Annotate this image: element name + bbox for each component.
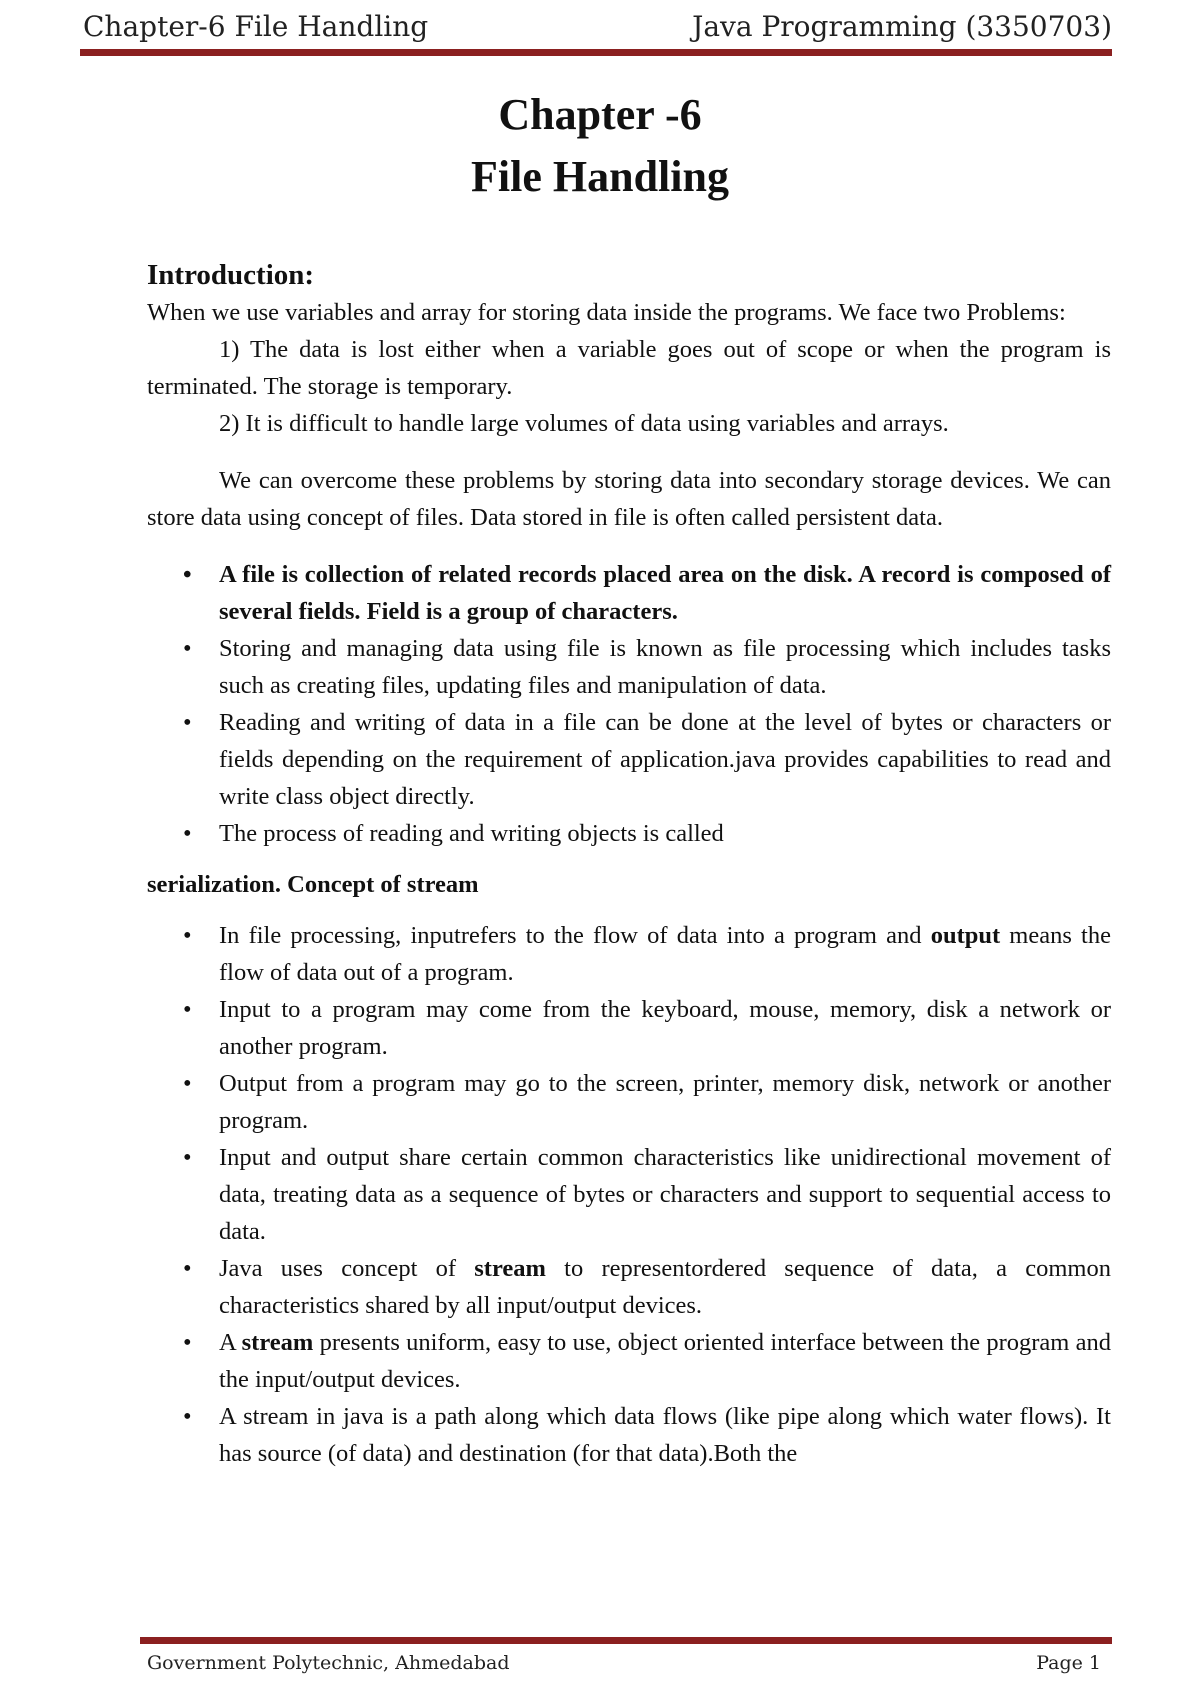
list-item bbox=[183, 556, 1111, 630]
footer-institution: Government Polytechnic, Ahmedabad bbox=[147, 1652, 510, 1674]
list-item: • In file processing, inputrefers to the flow of data into a program and output means the flow of data out of a program. bbox=[219, 917, 1111, 991]
bullet-icon: • bbox=[183, 1329, 192, 1356]
page-footer bbox=[147, 1652, 1101, 1674]
list-item-text: Output from a program may go to the screen, printer, memory disk, network or another program. bbox=[219, 1070, 1111, 1134]
list-item-text: A file is collection of related records placed area on the disk. A record is composed of several fields. Field is a group of characters. bbox=[219, 561, 1111, 625]
list-item bbox=[183, 630, 1111, 704]
list-item-text: The process of reading and writing objects is called bbox=[219, 820, 724, 847]
list-item: • Java uses concept of stream to representordered sequence of data, a common characteristics shared by all input/output devices. bbox=[219, 1250, 1111, 1324]
bullet-icon: • bbox=[183, 1255, 192, 1282]
list-item-text: Input and output share certain common characteristics like unidirectional movement of data, treating data as a sequence of bytes or characters and support to sequential access to data. bbox=[219, 1144, 1111, 1245]
list-item-text: Storing and managing data using file is known as file processing which includes tasks such as creating files, updating files and manipulation of data. bbox=[219, 635, 1111, 699]
header-chapter-label: Chapter-6 File Handling bbox=[83, 10, 429, 43]
bullet-icon: • bbox=[183, 635, 192, 662]
bullet-icon: • bbox=[183, 561, 192, 588]
bullet-icon: • bbox=[183, 1403, 192, 1430]
title-chapter: Chapter -6 bbox=[498, 90, 702, 139]
bold-term-output: output bbox=[930, 922, 1001, 949]
header-course-label: Java Programming (3350703) bbox=[692, 10, 1112, 43]
bullet-icon: • bbox=[183, 996, 192, 1023]
list-item bbox=[183, 1065, 1111, 1139]
stream-bullet-list bbox=[147, 917, 1111, 1472]
problem-2: 2) It is difficult to handle large volumes of data using variables and arrays. bbox=[219, 410, 949, 437]
list-item-text: A stream in java is a path along which data flows (like pipe along which water flows). It has source (of data) and destination (for that data).Both the bbox=[219, 1403, 1111, 1467]
list-item-text: Input to a program may come from the keyboard, mouse, memory, disk a network or another program. bbox=[219, 996, 1111, 1060]
bold-term-stream: stream bbox=[474, 1255, 546, 1282]
section-heading-stream: serialization. Concept of stream bbox=[147, 871, 479, 898]
problem-1: 1) The data is lost either when a variable goes out of scope or when the program is terminated. The storage is temporary. bbox=[147, 336, 1111, 400]
list-item-text: Reading and writing of data in a file can be done at the level of bytes or characters or fields depending on the requirement of application.java provides capabilities to read and write class object directly. bbox=[219, 709, 1111, 810]
list-item bbox=[183, 991, 1111, 1065]
title-topic: File Handling bbox=[471, 152, 729, 201]
footer-divider bbox=[140, 1637, 1112, 1644]
bullet-icon: • bbox=[183, 1070, 192, 1097]
list-item bbox=[183, 704, 1111, 815]
overcome-paragraph: We can overcome these problems by storing data into secondary storage devices. We can store data using concept of files. Data stored in file is often called persistent data. bbox=[147, 467, 1111, 531]
page-number: Page 1 bbox=[1036, 1652, 1101, 1674]
bold-term-stream: stream bbox=[241, 1329, 314, 1356]
bullet-icon: • bbox=[183, 922, 192, 949]
list-item bbox=[183, 815, 1111, 852]
header-divider bbox=[80, 49, 1112, 56]
intro-paragraph: When we use variables and array for storing data inside the programs. We face two Problems: bbox=[147, 299, 1066, 326]
list-item bbox=[183, 1398, 1111, 1472]
bullet-icon: • bbox=[183, 1144, 192, 1171]
list-item: • A stream presents uniform, easy to use, object oriented interface between the program and the input/output devices. bbox=[219, 1324, 1111, 1398]
document-body bbox=[147, 256, 1111, 1472]
bullet-icon: • bbox=[183, 709, 192, 736]
file-bullet-list bbox=[147, 556, 1111, 852]
page-header bbox=[83, 10, 1112, 52]
bullet-icon: • bbox=[183, 820, 192, 847]
list-item bbox=[183, 1139, 1111, 1250]
page-title bbox=[0, 84, 1200, 208]
section-heading-introduction: Introduction: bbox=[147, 259, 315, 291]
